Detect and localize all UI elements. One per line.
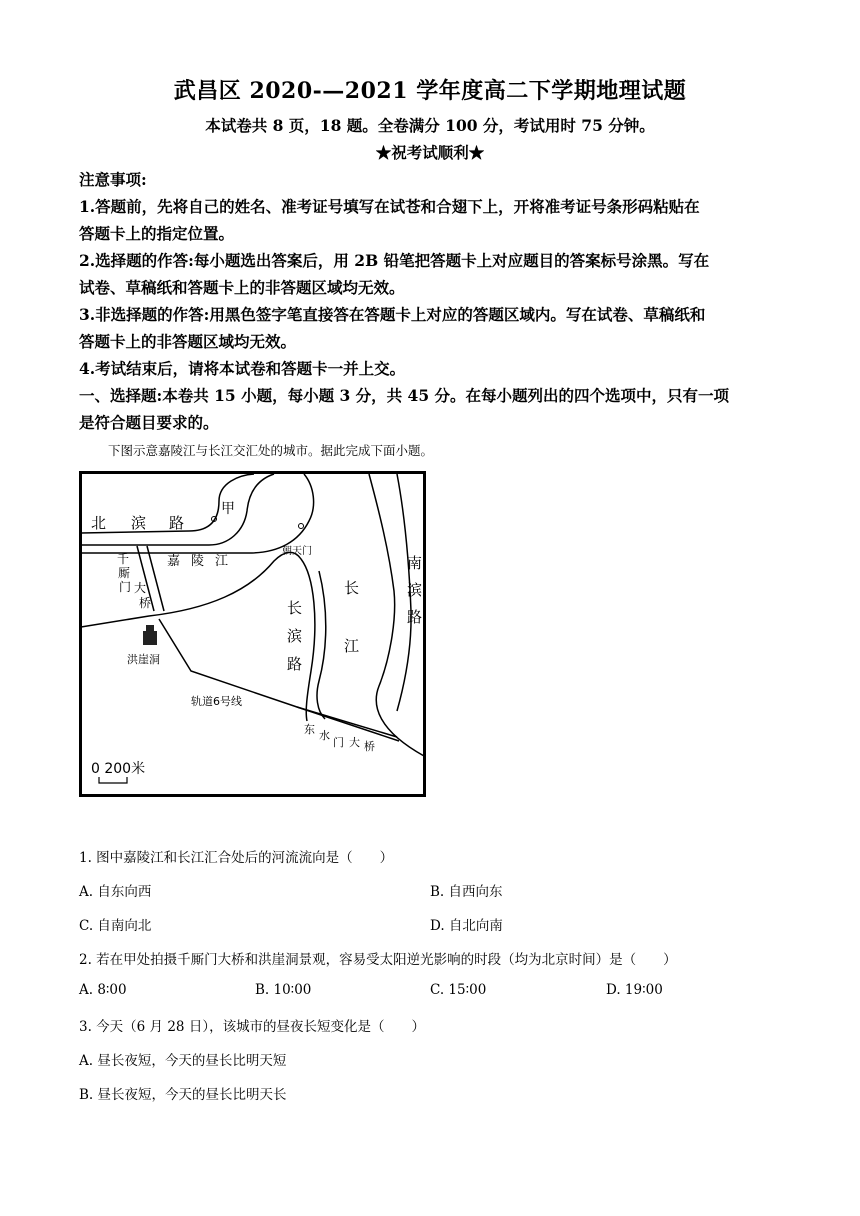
option-2b: B. 10∶00 — [255, 982, 312, 998]
jialing-char: 陵 — [191, 554, 205, 569]
south-road-char: 路 — [407, 608, 423, 626]
scale-label: 0 200米 — [91, 761, 146, 777]
notice-section — [79, 166, 789, 436]
jialing-char: 嘉 — [167, 554, 181, 569]
south-road-char: 南 — [407, 554, 423, 572]
changjiang-char: 长 — [344, 579, 360, 597]
good-luck-line: ★祝考试顺利★ — [375, 143, 485, 162]
qiansimen-char: 桥 — [139, 596, 152, 610]
notice-line: 3.非选择题的作答:用黑色签字笔直接答在答题卡上对应的答题区域内。写在试卷、草稿纸和 — [79, 305, 706, 324]
notice-line: 答题卡上的非答题区域均无效。 — [79, 332, 297, 351]
dongshuimen-char: 门 — [333, 736, 344, 749]
hongyadong-label: 洪崖洞 — [127, 653, 160, 666]
dongshuimen-char: 桥 — [364, 740, 375, 753]
south-road-char: 滨 — [407, 581, 423, 599]
option-1c: C. 自南向北 — [79, 918, 152, 934]
option-3a: A. 昼长夜短，今天的昼长比明天短 — [79, 1053, 287, 1069]
option-2c: C. 15∶00 — [430, 982, 487, 998]
qiansimen-char: 厮 — [118, 566, 131, 580]
notice-line: 2.选择题的作答:每小题选出答案后，用 2B 铅笔把答题卡上对应题目的答案标号涂黑。写在 — [79, 251, 710, 270]
option-2d: D. 19∶00 — [606, 982, 663, 998]
notice-heading: 注意事项: — [79, 170, 147, 189]
north-road-char: 路 — [169, 514, 185, 532]
notice-line: 答题卡上的指定位置。 — [79, 224, 235, 243]
exam-info: 本试卷共 8 页，18 题。全卷满分 100 分，考试用时 75 分钟。 — [205, 116, 655, 135]
rail-label: 轨道6号线 — [191, 695, 242, 708]
dongshuimen-char: 东 — [304, 723, 315, 736]
notice-line: 试卷、草稿纸和答题卡上的非答题区域均无效。 — [79, 278, 405, 297]
question-1-stem: 1. 图中嘉陵江和长江汇合处后的河流流向是（ ） — [79, 850, 394, 866]
question-3-stem: 3. 今天（6 月 28 日），该城市的昼夜长短变化是（ ） — [79, 1019, 426, 1035]
changbin-char: 滨 — [287, 627, 303, 645]
section-instruction: 是符合题目要求的。 — [79, 413, 219, 432]
question-2-stem: 2. 若在甲处拍摄千厮门大桥和洪崖洞景观，容易受太阳逆光影响的时段（均为北京时间）是（ ） — [79, 952, 677, 968]
changbin-char: 长 — [287, 599, 303, 617]
notice-line: 1.答题前，先将自己的姓名、准考证号填写在试苍和合翅下上，开将准考证号条形码粘贴在 — [79, 197, 700, 216]
option-1d: D. 自北向南 — [430, 918, 503, 934]
qiansimen-char: 大 — [134, 581, 147, 595]
north-road-char: 北 — [91, 514, 107, 532]
option-1a: A. 自东向西 — [79, 884, 152, 900]
map-intro: 下图示意嘉陵江与长江交汇处的城市。据此完成下面小题。 — [108, 443, 434, 458]
page-title: 武昌区 2020-—2021 学年度高二下学期地理试题 — [173, 78, 687, 104]
jialing-char: 江 — [215, 554, 229, 569]
jia-label: 甲 — [221, 501, 235, 517]
section-instruction: 一、选择题:本卷共 15 小题，每小题 3 分，共 45 分。在每小题列出的四个选项中，只有一项 — [79, 386, 730, 405]
qiansimen-char: 门 — [119, 580, 132, 594]
option-3b: B. 昼长夜短，今天的昼长比明天长 — [79, 1087, 287, 1103]
changbin-char: 路 — [287, 655, 303, 673]
dongshuimen-char: 水 — [319, 729, 330, 742]
north-road-char: 滨 — [131, 514, 147, 532]
option-2a: A. 8∶00 — [79, 982, 127, 998]
city-map — [79, 471, 426, 797]
chaotianmen-label: 朝天门 — [282, 546, 312, 557]
dongshuimen-char: 大 — [349, 736, 360, 749]
changjiang-char: 江 — [344, 637, 360, 655]
option-1b: B. 自西向东 — [430, 884, 503, 900]
qiansimen-char: 千 — [117, 552, 130, 566]
notice-line: 4.考试结束后，请将本试卷和答题卡一并上交。 — [79, 359, 406, 378]
